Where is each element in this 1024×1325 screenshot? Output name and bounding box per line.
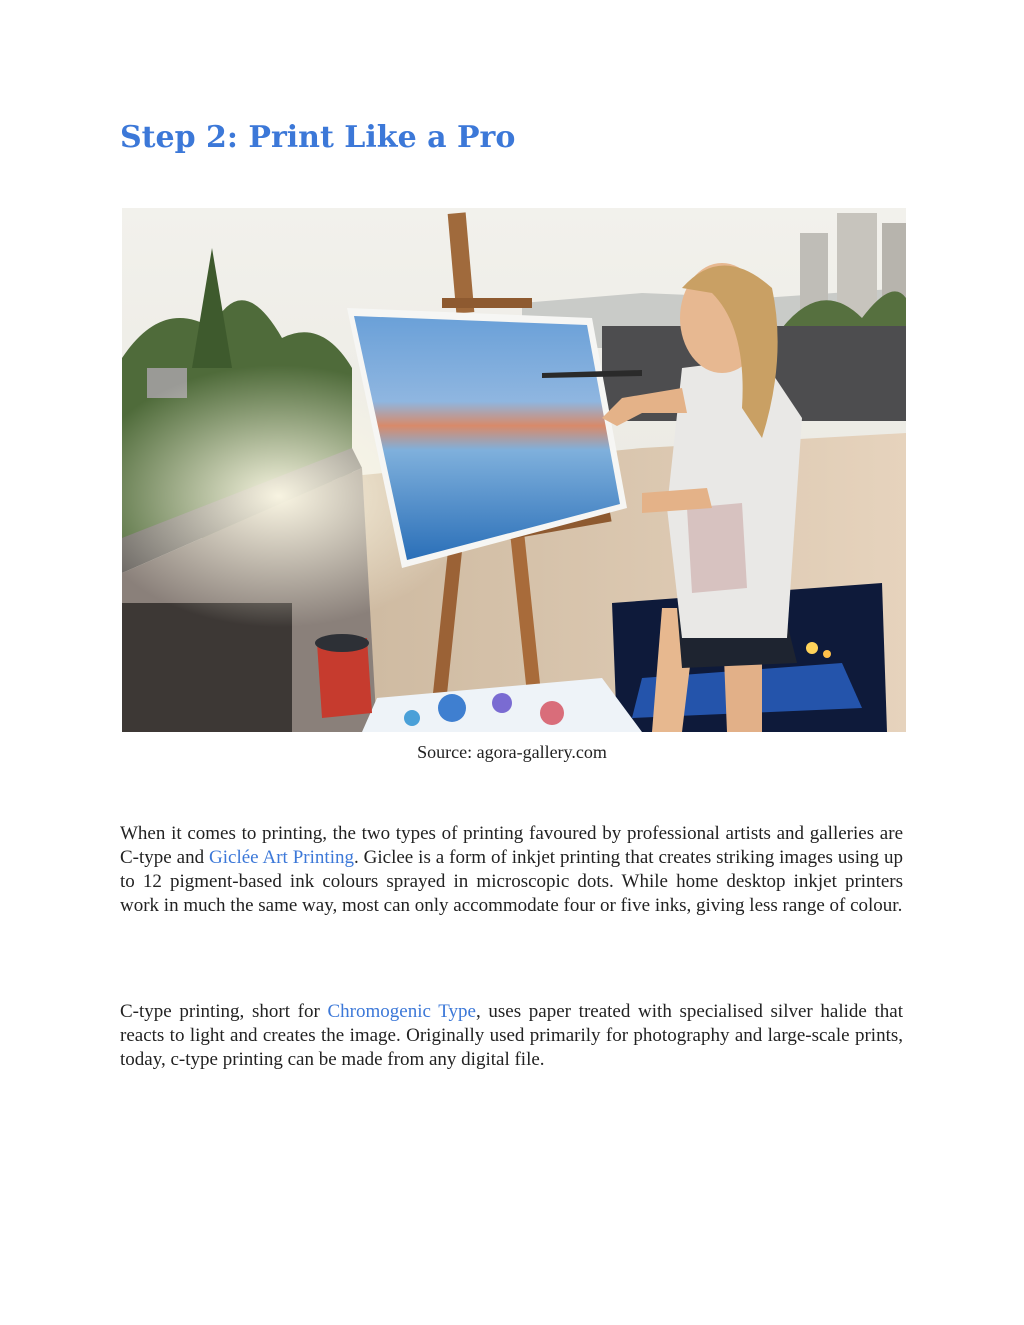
paragraph-c-type xyxy=(120,1000,903,1072)
image-caption: Source: agora-gallery.com xyxy=(417,742,607,762)
chromogenic-type-link[interactable]: Chromogenic Type xyxy=(327,1001,476,1022)
artist-painting-photo xyxy=(122,208,906,732)
page-heading: Step 2: Print Like a Pro xyxy=(120,120,516,155)
paragraph-text: . Giclee is a form of inkjet printing that creates striking images using up to 12 pigment-based ink colours sprayed in microscopic dots. While home desktop inkjet printers work in much the same way, most can only accommodate four or five inks, giving less range of colour. xyxy=(120,847,903,916)
paragraph-printing-types xyxy=(120,822,903,918)
paragraph-text: When it comes to printing, the two types of printing favoured by professional artists and galleries are C-type and xyxy=(120,823,903,868)
giclee-art-printing-link[interactable]: Giclée Art Printing xyxy=(209,847,354,868)
paragraph-text: C-type printing, short for xyxy=(120,1001,328,1022)
paragraph-text: , uses paper treated with specialised silver halide that reacts to light and creates the image. Originally used primarily for photography and large-scale prints, today, c-type printing can be made from any digital file. xyxy=(120,1001,904,1070)
